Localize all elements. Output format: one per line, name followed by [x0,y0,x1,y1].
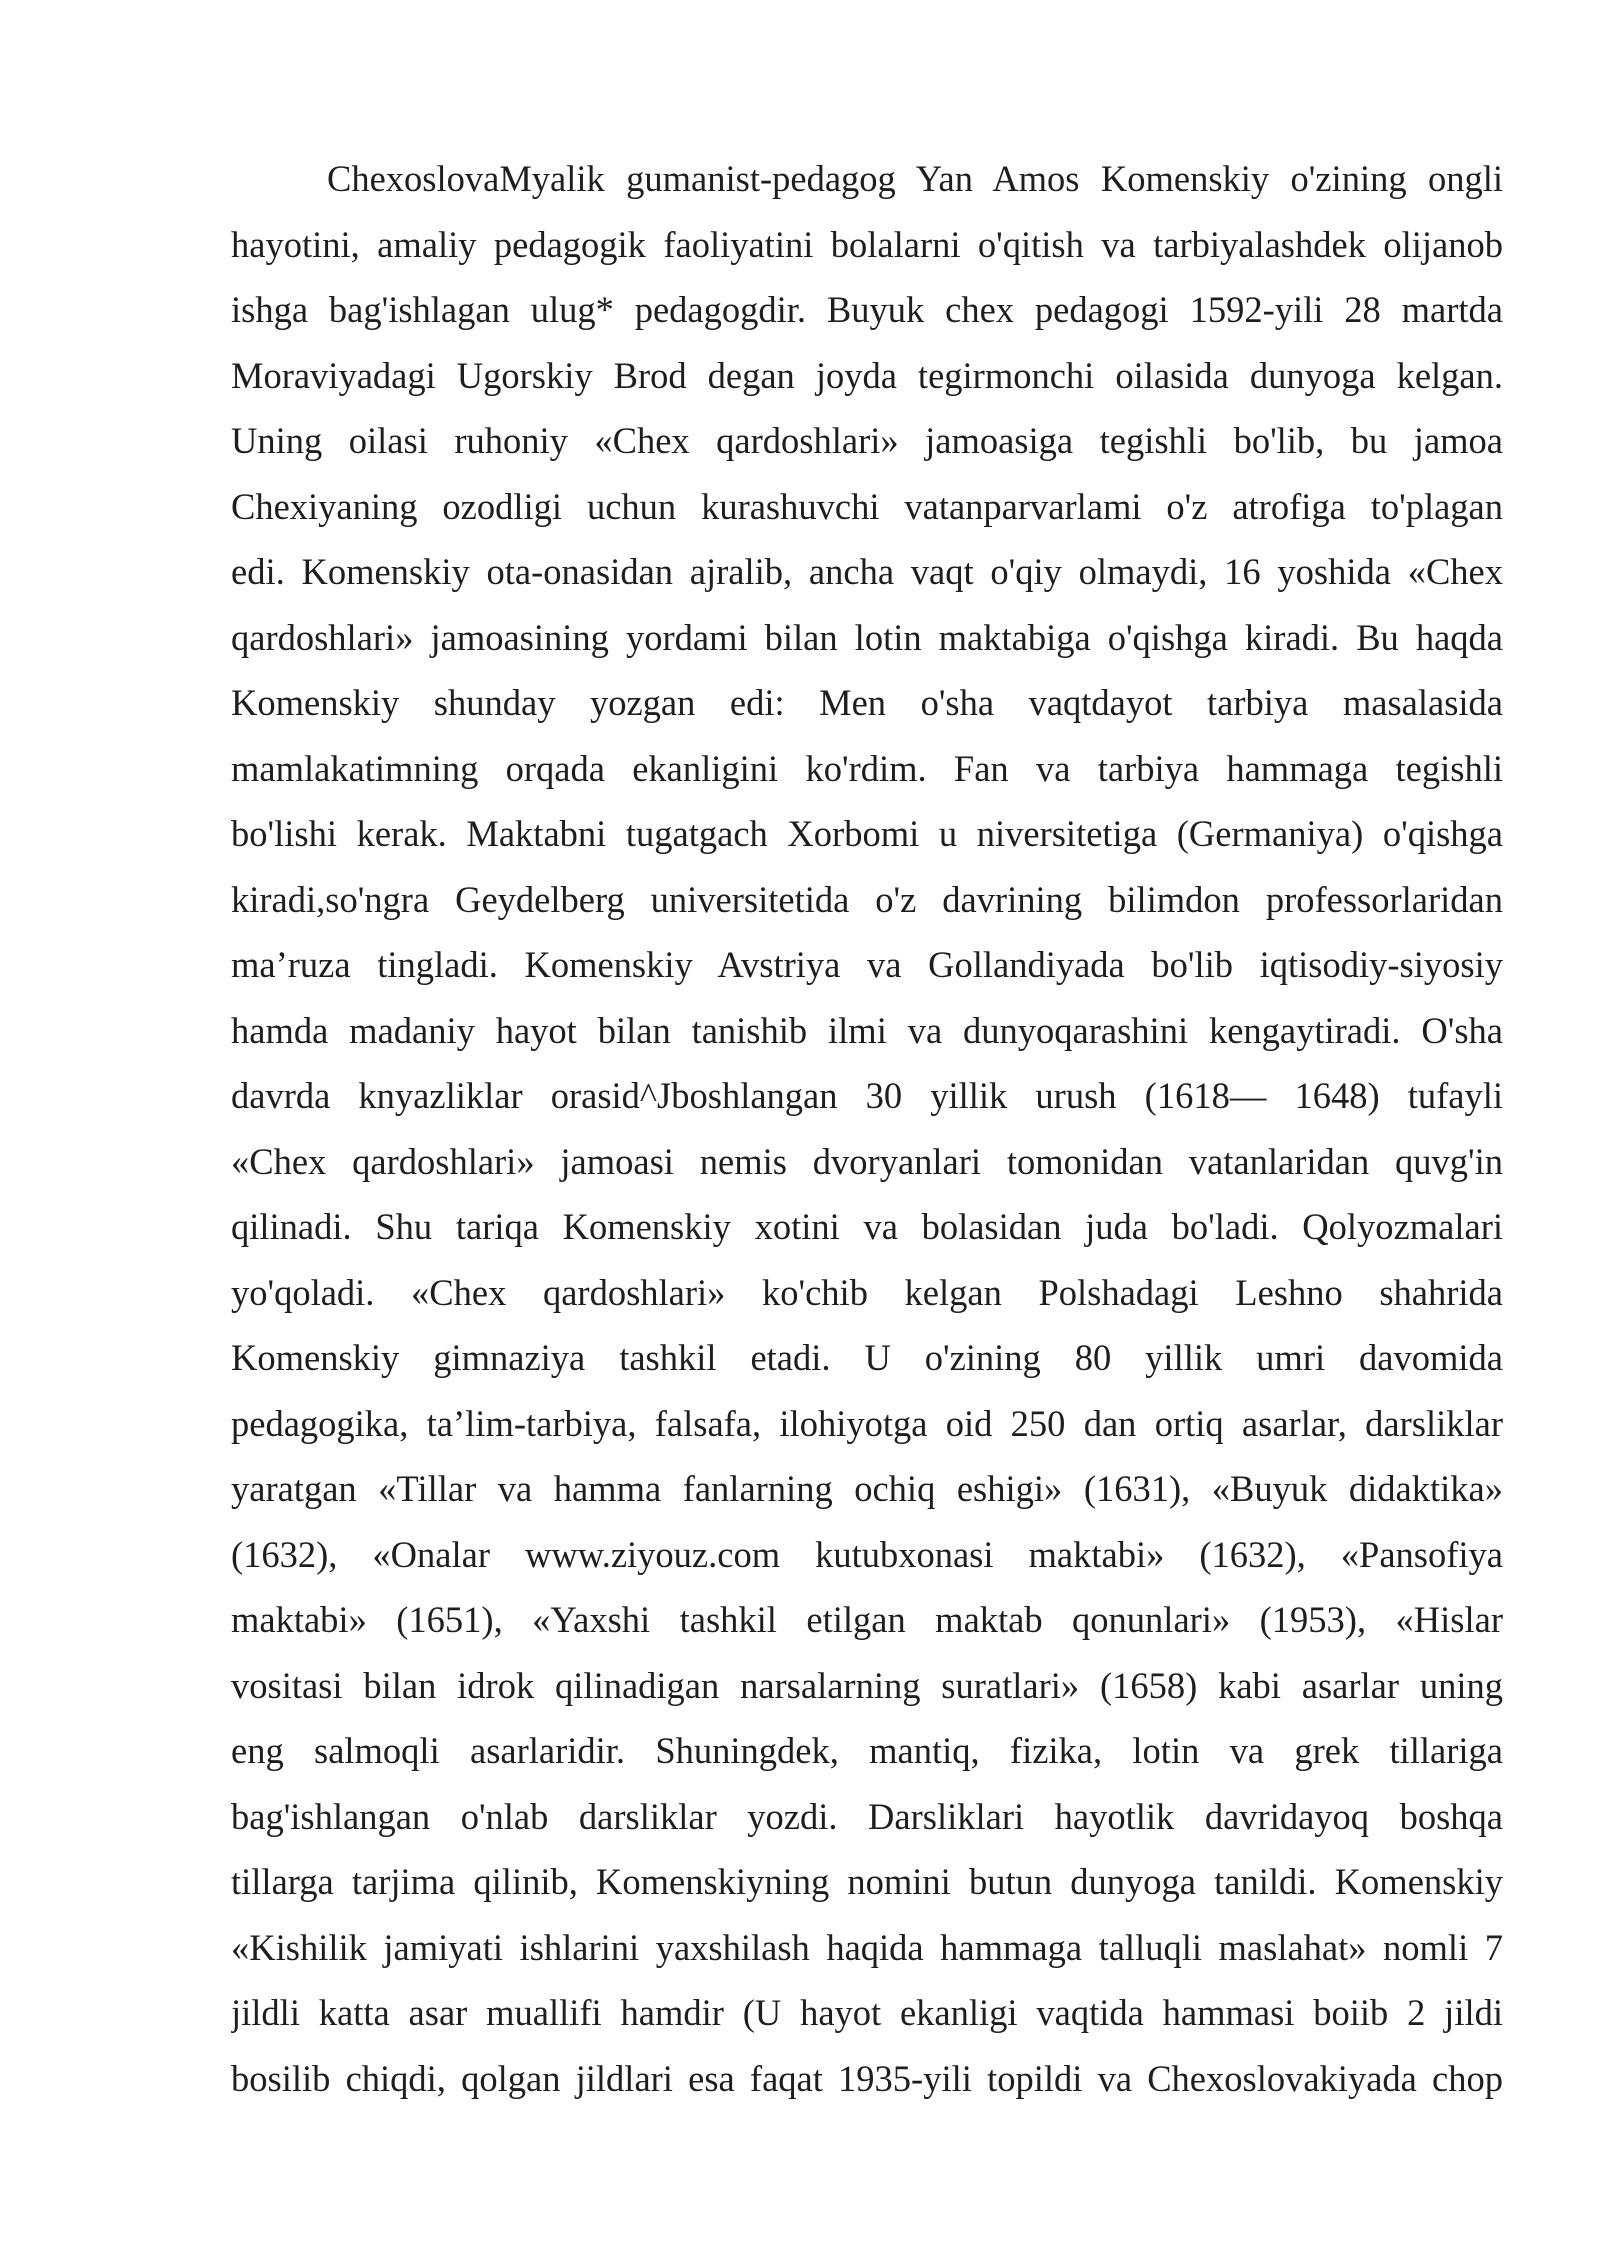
text-line: «Chex qardoshlari» jamoasi nemis dvoryanlari tomonidan vatanlaridan quvg'in [231,1140,1503,1182]
text-line: bag'ishlangan o'nlab darsliklar yozdi. Darsliklari hayotlik davridayoq boshqa [231,1795,1503,1837]
text-line: pedagogika, ta’lim-tarbiya, falsafa, ilohiyotga oid 250 dan ortiq asarlar, darsliklar [231,1402,1503,1444]
text-line: yaratgan «Tillar va hamma fanlarning ochiq eshigi» (1631), «Buyuk didaktika» [231,1468,1503,1509]
text-line: eng salmoqli asarlaridir. Shuningdek, mantiq, fizika, lotin va grek tillariga [231,1730,1503,1771]
text-line: (1632), «Onalar www.ziyouz.com kutubxonasi maktabi» (1632), «Pansofiya [231,1533,1503,1575]
text-line: bo'lishi kerak. Maktabni tugatgach Xorbomi u niversitetiga (Germaniya) o'qishga [231,813,1503,854]
text-line: Komenskiy shunday yozgan edi: Men o'sha vaqtdayot tarbiya masalasida [231,682,1503,723]
text-line: Komenskiy gimnaziya tashkil etadi. U o'zining 80 yillik umri davomida [231,1337,1503,1378]
text-line: hamda madaniy hayot bilan tanishib ilmi va dunyoqarashini kengaytiradi. O'sha [231,1009,1503,1051]
text-line: Uning oilasi ruhoniy «Chex qardoshlari» jamoasiga tegishli bo'lib, bu jamoa [231,420,1503,461]
text-line: yo'qoladi. «Chex qardoshlari» ko'chib kelgan Polshadagi Leshno shahrida [231,1271,1503,1313]
text-line: «Kishilik jamiyati ishlarini yaxshilash haqida hammaga talluqli maslahat» nomli 7 [231,1926,1503,1968]
body-paragraph [231,146,1503,2111]
text-line: ChexoslovaMyalik gumanist-pedagog Yan Amos Komenskiy o'zining ongli [327,158,1503,199]
text-line: davrda knyazliklar orasid^Jboshlangan 30 yillik urush (1618— 1648) tufayli [231,1075,1503,1116]
text-line: tillarga tarjima qilinib, Komenskiyning nomini butun dunyoga tanildi. Komenskiy [231,1861,1503,1902]
text-line: Chexiyaning ozodligi uchun kurashuvchi vatanparvarlami o'z atrofiga to'plagan [231,485,1503,527]
text-line: edi. Komenskiy ota-onasidan ajralib, ancha vaqt o'qiy olmaydi, 16 yoshida «Chex [231,551,1503,592]
text-line: mamlakatimning orqada ekanligini ko'rdim. Fan va tarbiya hammaga tegishli [231,747,1503,789]
text-line: ishga bag'ishlagan ulug* pedagogdir. Buyuk chex pedagogi 1592-yili 28 martda [231,289,1503,330]
text-line: vositasi bilan idrok qilinadigan narsalarning suratlari» (1658) kabi asarlar uning [231,1664,1503,1706]
text-line: jildli katta asar muallifi hamdir (U hayot ekanligi vaqtida hammasi boiib 2 jildi [231,1992,1503,2033]
text-line: kiradi,so'ngra Geydelberg universitetida o'z davrining bilimdon professorlaridan [231,878,1503,920]
text-line: maktabi» (1651), «Yaxshi tashkil etilgan maktab qonunlari» (1953), «Hislar [231,1599,1503,1640]
text-line: ma’ruza tingladi. Komenskiy Avstriya va Gollandiyada bo'lib iqtisodiy-siyosiy [231,944,1503,985]
text-line: hayotini, amaliy pedagogik faoliyatini bolalarni o'qitish va tarbiyalashdek olijanob [231,223,1503,265]
text-line: bosilib chiqdi, qolgan jildlari esa faqat 1935-yili topildi va Chexoslovakiyada chop [231,2057,1503,2099]
text-line: qilinadi. Shu tariqa Komenskiy xotini va bolasidan juda bo'ladi. Qolyozmalari [231,1206,1503,1247]
text-line: Moraviyadagi Ugorskiy Brod degan joyda tegirmonchi oilasida dunyoga kelgan. [231,354,1503,396]
text-line: qardoshlari» jamoasining yordami bilan lotin maktabiga o'qishga kiradi. Bu haqda [231,616,1503,658]
